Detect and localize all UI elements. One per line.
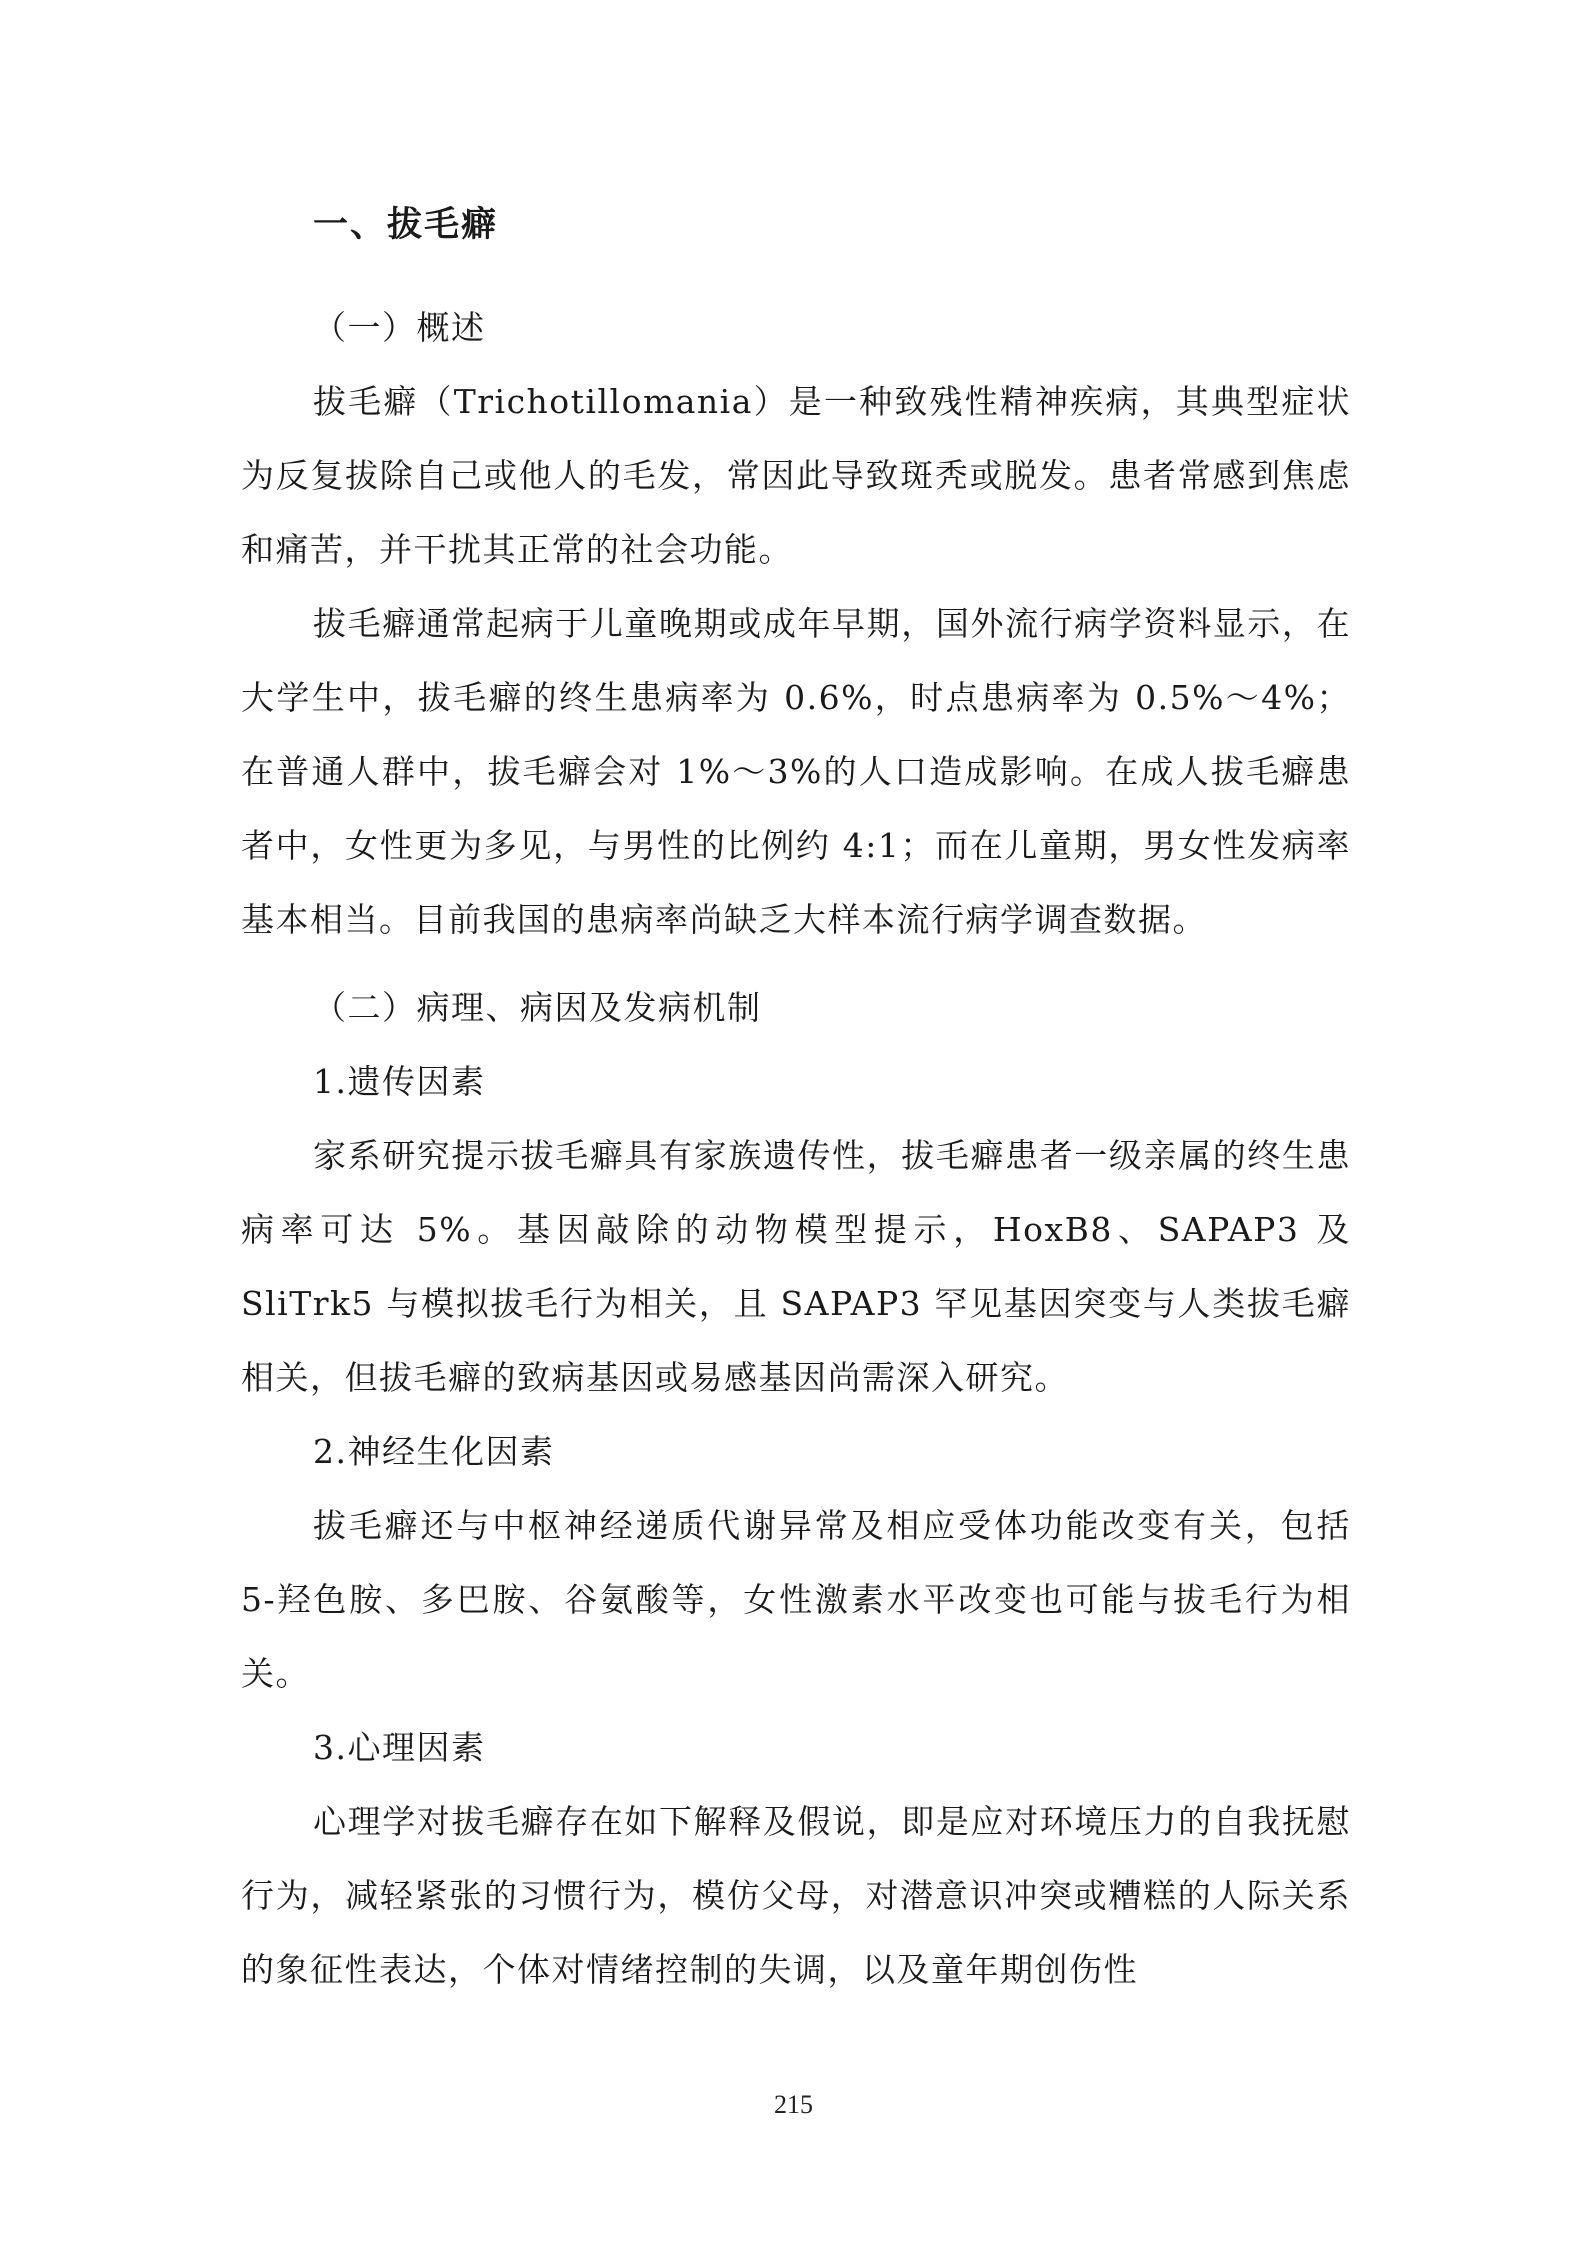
overview-paragraph-definition: 拔毛癖（Trichotillomania）是一种致残性精神疾病，其典型症状为反复拔除自己或他人的毛发，常因此导致斑秃或脱发。患者常感到焦虑和痛苦，并干扰其正常的社会功能。 <box>241 382 1351 569</box>
page-content <box>241 195 1351 2007</box>
psychological-factors-title: 3.心理因素 <box>313 1728 486 1767</box>
pathology-heading: （二）病理、病因及发病机制 <box>313 988 762 1027</box>
neurochemical-factors-paragraph: 拔毛癖还与中枢神经递质代谢异常及相应受体功能改变有关，包括 5-羟色胺、多巴胺、谷氨酸等，女性激素水平改变也可能与拔毛行为相关。 <box>241 1506 1351 1693</box>
neurochemical-factors-title: 2.神经生化因素 <box>313 1432 555 1471</box>
genetic-factors-paragraph: 家系研究提示拔毛癖具有家族遗传性，拔毛癖患者一级亲属的终生患病率可达 5%。基因敲除的动物模型提示，HoxB8、SAPAP3 及 SliTrk5 与模拟拔毛行为相关，且 SAPAP3 罕见基因突变与人类拔毛癖相关，但拔毛癖的致病基因或易感基因尚需深入研究。 <box>241 1136 1351 1397</box>
overview-heading: （一）概述 <box>313 308 486 347</box>
page-number: 215 <box>774 2090 813 2119</box>
overview-paragraph-epidemiology: 拔毛癖通常起病于儿童晚期或成年早期，国外流行病学资料显示，在大学生中，拔毛癖的终生患病率为 0.6%，时点患病率为 0.5%～4%；在普通人群中，拔毛癖会对 1%～3%的人口造成影响。在成人拔毛癖患者中，女性更为多见，与男性的比例约 4:1；而在儿童期，男女性发病率基本相当。目前我国的患病率尚缺乏大样本流行病学调查数据。 <box>241 604 1351 939</box>
psychological-factors-paragraph: 心理学对拔毛癖存在如下解释及假说，即是应对环境压力的自我抚慰行为，减轻紧张的习惯行为，模仿父母，对潜意识冲突或糟糕的人际关系的象征性表达，个体对情绪控制的失调，以及童年期创伤性 <box>241 1802 1351 1989</box>
section-title: 一、拔毛癖 <box>313 205 499 245</box>
genetic-factors-title: 1.遗传因素 <box>313 1062 486 1101</box>
